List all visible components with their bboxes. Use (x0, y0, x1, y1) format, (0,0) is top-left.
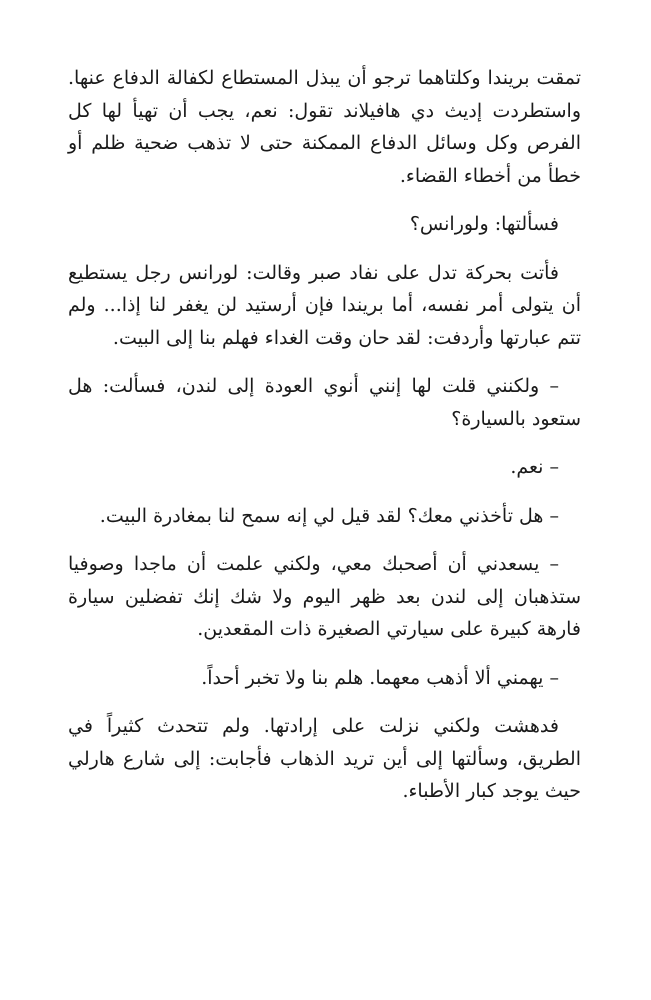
paragraph-7: – يسعدني أن أصحبك معي، ولكني علمت أن ماجدا وصوفيا ستذهبان إلى لندن بعد ظهر اليوم ولا شك إنك تفضلين سيارة فارهة كبيرة على سيارتي الصغيرة ذات المقعدين. (68, 553, 581, 640)
paragraph-4: – ولكنني قلت لها إنني أنوي العودة إلى لندن، فسألت: هل ستعود بالسيارة؟ (68, 375, 581, 430)
paragraph-3: فأتت بحركة تدل على نفاد صبر وقالت: لورانس رجل يستطيع أن يتولى أمر نفسه، أما بريندا فإن أرستيد لن يغفر لنا إذا... ولم تتم عبارتها وأردفت: لقد حان وقت الغداء فهلم بنا إلى البيت. (68, 261, 581, 349)
paragraph-8: – يهمني ألا أذهب معهما. هلم بنا ولا تخبر أحداً. (201, 666, 559, 689)
document-page (68, 62, 581, 824)
paragraph-5: – نعم. (510, 456, 559, 478)
paragraph-9: فدهشت ولكني نزلت على إرادتها. ولم تتحدث كثيراً في الطريق، وسألتها إلى أين تريد الذهاب فأجابت: إلى شارع هارلي حيث يوجد كبار الأطباء. (68, 715, 581, 802)
paragraph-2: فسألتها: ولورانس؟ (409, 213, 559, 235)
paragraph-6: – هل تأخذني معك؟ لقد قيل لي إنه سمح لنا بمغادرة البيت. (99, 504, 559, 527)
paragraph-1: تمقت بريندا وكلتاهما ترجو أن يبذل المستطاع لكفالة الدفاع عنها. واستطردت إديث دي هافيلاند تقول: نعم، يجب أن تهيأ لها كل الفرص وكل وسائل الدفاع الممكنة حتى لا تذهب ضحية ظلم أو خطأ من أخطاء القضاء. (68, 67, 581, 187)
